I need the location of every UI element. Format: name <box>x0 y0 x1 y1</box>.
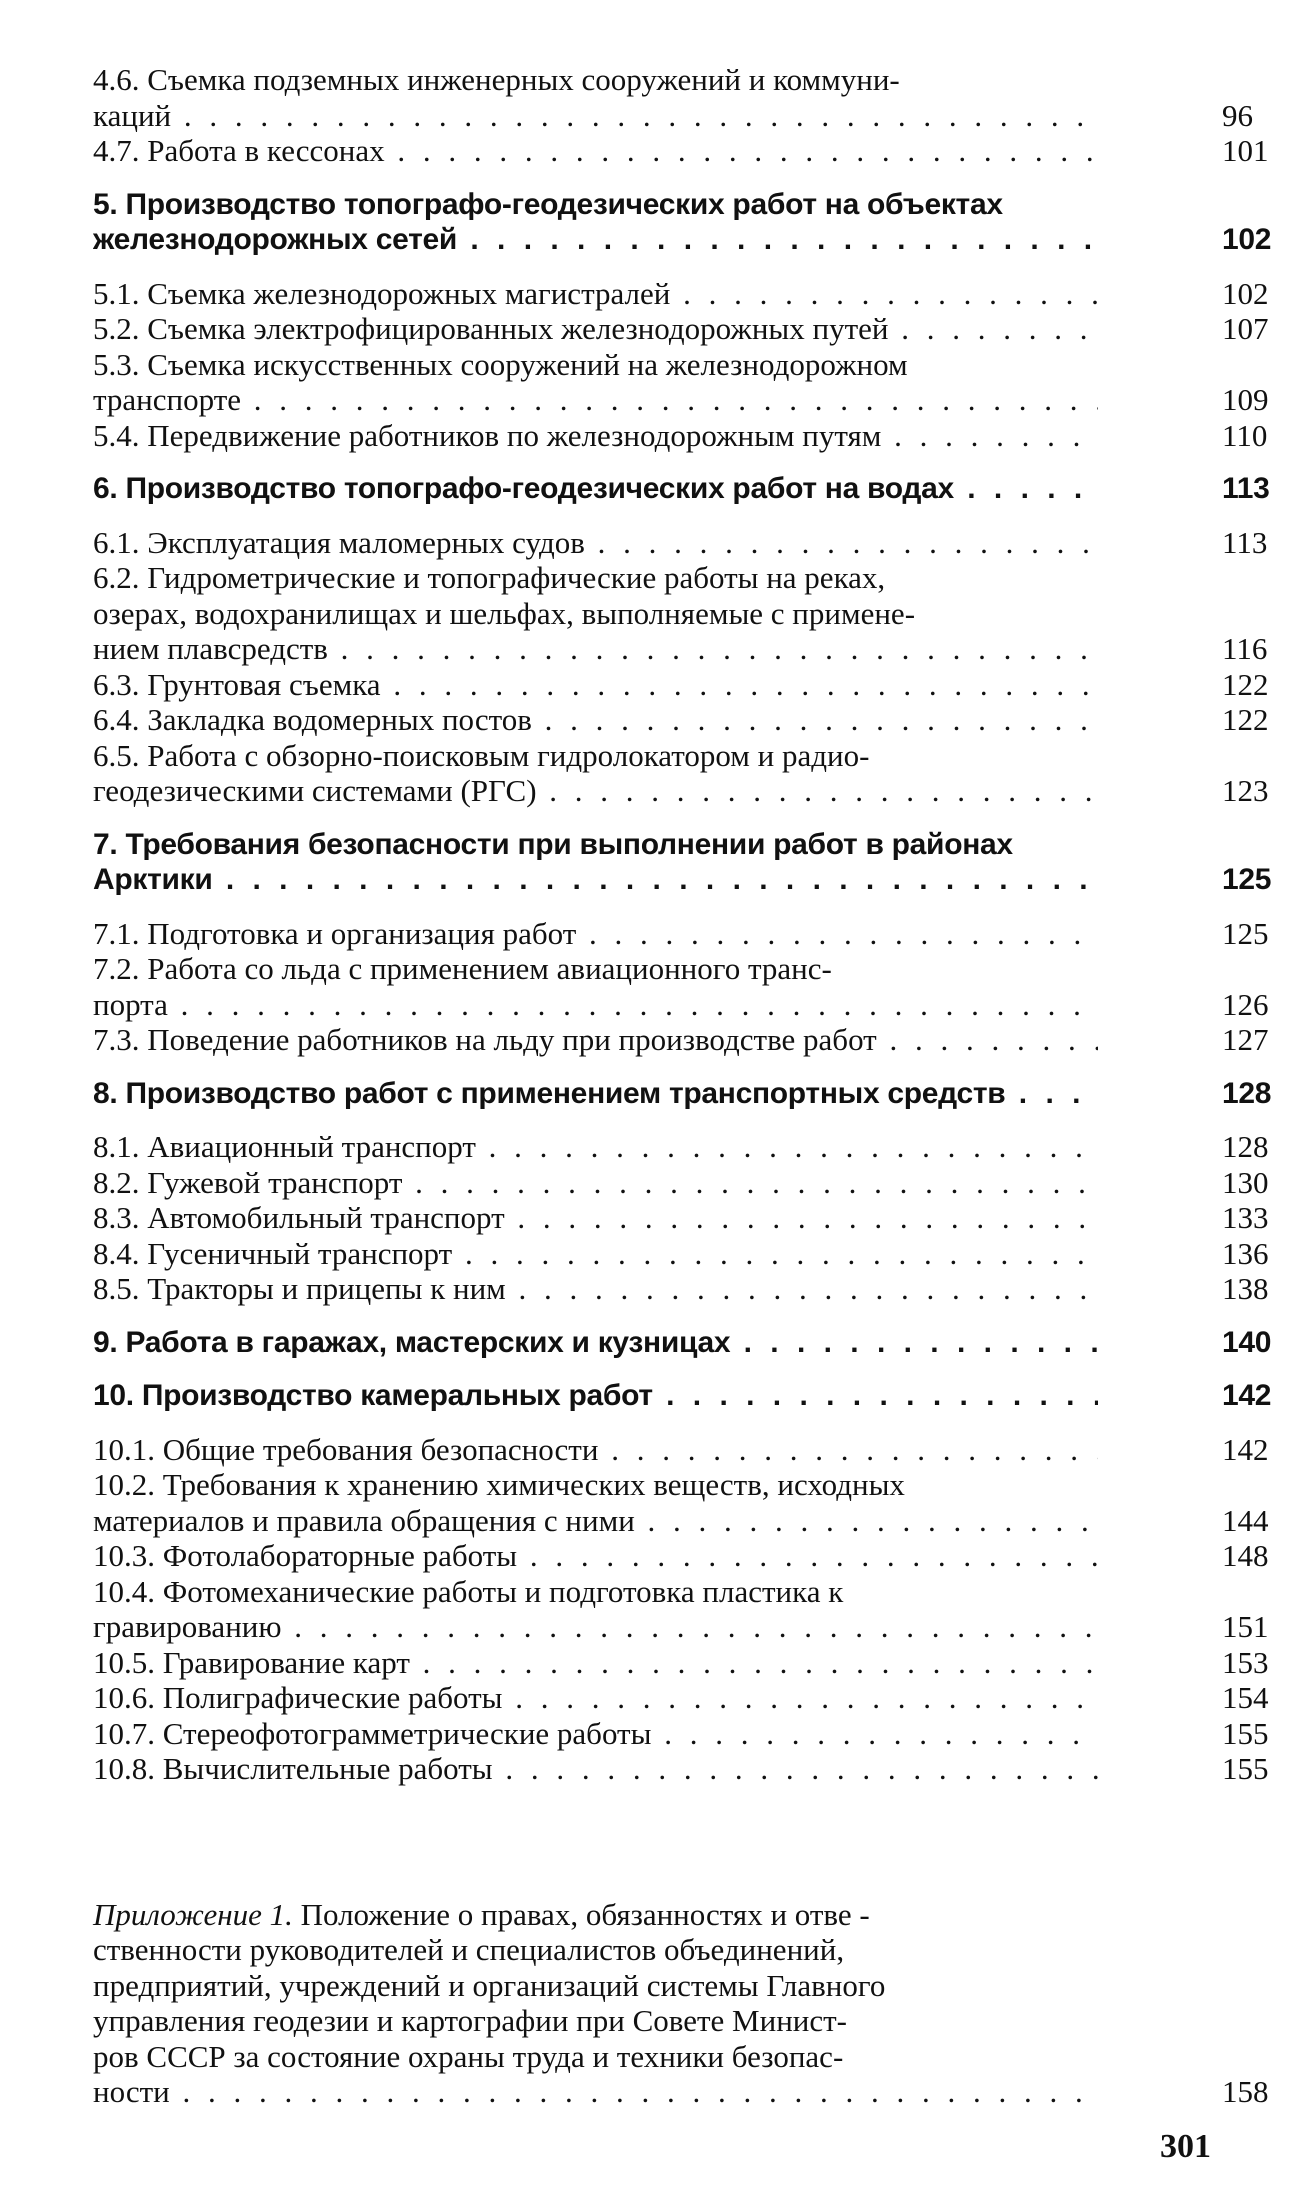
toc-entry <box>93 1164 1269 1201</box>
toc-entry-page: 128 <box>1222 1076 1272 1110</box>
toc-entry-title: озерах, водохранилищах и шельфах, выполняемые с примене- <box>93 595 916 631</box>
toc-entry <box>93 1378 1272 1414</box>
toc-entry-title: 8.3. Автомобильный транспорт . . . <box>93 1200 1098 1236</box>
toc-entry <box>93 2039 1210 2075</box>
toc-entry <box>93 347 1210 383</box>
toc-entry-page: 133 <box>1222 1200 1269 1235</box>
toc-entry-title: 5.4. Передвижение работников по железнодорожным путям . . . <box>93 418 1098 454</box>
section-gap <box>93 453 1210 471</box>
toc-entry <box>93 1574 1210 1610</box>
toc-entry <box>93 133 1269 169</box>
toc-entry <box>93 1897 1210 1933</box>
toc-entry <box>93 1022 1269 1058</box>
toc-entry <box>93 382 1269 418</box>
toc-entry-page: 130 <box>1222 1164 1269 1200</box>
toc-entry-title: транспорте . . . <box>93 382 1098 418</box>
toc-entry <box>93 596 1210 632</box>
toc-entry-title: 10.7. Стереофотограмметрические работы . . . <box>93 1716 1098 1752</box>
toc-entry-title: 9. Работа в гаражах, мастерских и кузницах . . . <box>93 1325 1098 1361</box>
toc-entry-title: предприятий, учреждений и организаций системы Главного <box>93 1967 886 2003</box>
toc-entry-page: 126 <box>1222 986 1269 1022</box>
toc-entry-title: ственности руководителей и специалистов объединений, <box>93 1932 845 1967</box>
toc-entry-title: 6.4. Закладка водомерных постов . . . <box>93 702 1098 738</box>
toc-entry-page: 136 <box>1222 1235 1269 1271</box>
toc-entry-page: 138 <box>1222 1271 1269 1306</box>
toc-entry-page: 148 <box>1222 1538 1269 1573</box>
toc-entry-title: 5. Производство топографо-геодезических работ на объектах <box>93 187 1003 221</box>
toc-entry <box>93 1680 1269 1716</box>
toc-entry <box>93 666 1269 703</box>
toc-entry-title: 10.6. Полиграфические работы . . . <box>93 1680 1098 1716</box>
toc-entry-title: 10.1. Общие требования безопасности . . . <box>93 1432 1098 1468</box>
section-gap <box>93 1058 1210 1076</box>
toc-entry-page: 155 <box>1222 1751 1269 1786</box>
toc-entry-page: 101 <box>1222 133 1269 168</box>
section-gap <box>93 1307 1210 1325</box>
toc-entry-page: 122 <box>1222 702 1269 737</box>
toc-entry-page: 123 <box>1222 773 1269 808</box>
toc-entry <box>93 951 1210 987</box>
toc-entry <box>93 1932 1210 1968</box>
toc-entry-title: 10. Производство камеральных работ . . . <box>93 1378 1098 1414</box>
toc-entry <box>93 738 1210 774</box>
toc-entry-page: 128 <box>1222 1129 1269 1164</box>
toc-entry-page: 110 <box>1222 417 1268 453</box>
toc-list <box>93 62 1272 1787</box>
toc-entry-page: 127 <box>1222 1022 1269 1057</box>
toc-entry-page: 96 <box>1222 97 1253 133</box>
toc-entry-title: геодезическими системами (РГС) . . . <box>93 773 1098 809</box>
toc-entry-title: 5.3. Съемка искусственных сооружений на железнодорожном <box>93 346 908 382</box>
toc-entry <box>93 1502 1269 1539</box>
toc-entry <box>93 1325 1272 1361</box>
toc-entry-page: 102 <box>1222 275 1269 311</box>
toc-entry-title: нием плавсредств . . . <box>93 631 1098 667</box>
toc-entry <box>93 1129 1269 1165</box>
toc-entry <box>93 62 1210 98</box>
toc-entry-title: 8.4. Гусеничный транспорт . . . <box>93 1236 1098 1272</box>
toc-entry <box>93 827 1210 863</box>
toc-entry-title: 7. Требования безопасности при выполнении работ в районах <box>93 827 1013 861</box>
toc-entry-title: ров СССР за состояние охраны труда и техники безопас- <box>93 2038 844 2074</box>
toc-entry-page: 116 <box>1222 631 1268 666</box>
toc-entry-page: 142 <box>1222 1379 1272 1412</box>
toc-entry <box>93 524 1268 561</box>
toc-entry <box>93 702 1269 738</box>
toc-entry-page: 113 <box>1222 524 1268 560</box>
section-gap <box>93 169 1210 187</box>
toc-entry-title: 4.7. Работа в кессонах . . . <box>93 133 1098 169</box>
toc-entry <box>93 631 1268 667</box>
toc-entry-title: 6.2. Гидрометрические и топографические работы на реках, <box>93 560 886 595</box>
toc-entry-page: 158 <box>1222 2074 1269 2109</box>
section-gap <box>93 1111 1210 1129</box>
toc-entry <box>93 560 1210 596</box>
toc-entry-page: 102 <box>1222 223 1272 256</box>
toc-entry <box>93 2074 1269 2110</box>
toc-entry <box>93 915 1269 952</box>
section-gap <box>93 1414 1210 1432</box>
toc-entry <box>93 471 1270 507</box>
toc-entry-page: 154 <box>1222 1680 1269 1715</box>
toc-entry <box>93 773 1269 809</box>
toc-entry-title <box>93 1897 1098 1933</box>
appendix-entry <box>93 1896 1269 2110</box>
toc-entry-title: управления геодезии и картографии при Совете Минист- <box>93 2003 848 2038</box>
toc-entry <box>93 1076 1272 1112</box>
toc-entry <box>93 222 1272 258</box>
section-gap <box>93 258 1210 276</box>
toc-entry-title: 6. Производство топографо-геодезических работ на водах . . . <box>93 471 1098 507</box>
toc-entry-title: 10.2. Требования к хранению химических веществ, исходных <box>93 1467 905 1502</box>
toc-entry-page: 107 <box>1222 311 1269 346</box>
toc-entry <box>93 1609 1269 1645</box>
toc-entry <box>93 1751 1269 1787</box>
toc-entry-page: 142 <box>1222 1431 1269 1467</box>
section-gap <box>93 898 1210 916</box>
toc-entry-title: 7.1. Подготовка и организация работ . . . <box>93 916 1098 952</box>
toc-entry-title: Арктики . . . <box>93 862 1098 898</box>
toc-entry-title: 10.3. Фотолабораторные работы . . . <box>93 1538 1098 1574</box>
toc-entry-page: 151 <box>1222 1609 1269 1644</box>
toc-entry-title: порта . . . <box>93 987 1098 1023</box>
toc-entry-page: 125 <box>1222 915 1269 951</box>
toc-entry-title: ности . . . <box>93 2074 1098 2110</box>
toc-entry-title: 10.8. Вычислительные работы . . . <box>93 1751 1098 1787</box>
toc-entry-title: 10.5. Гравирование карт . . . <box>93 1645 1098 1681</box>
toc-entry-title: 7.3. Поведение работников на льду при производстве работ . . . <box>93 1022 1098 1058</box>
table-of-contents <box>93 62 1272 2110</box>
toc-entry <box>93 1467 1210 1503</box>
toc-entry-title: 6.3. Грунтовая съемка . . . <box>93 667 1098 703</box>
toc-entry-title: 5.1. Съемка железнодорожных магистралей . . . <box>93 276 1098 312</box>
toc-entry-page: 144 <box>1222 1502 1269 1538</box>
toc-entry-title: гравированию . . . <box>93 1609 1098 1645</box>
toc-entry-page: 153 <box>1222 1644 1269 1680</box>
section-gap <box>93 1360 1210 1378</box>
toc-entry-page: 109 <box>1222 382 1269 417</box>
toc-entry-title: 8. Производство работ с применением транспортных средств . . . <box>93 1076 1098 1112</box>
toc-entry <box>93 1644 1269 1681</box>
toc-entry-title: 7.2. Работа со льда с применением авиационного транс- <box>93 951 832 986</box>
toc-entry <box>93 1235 1269 1272</box>
toc-entry <box>93 1431 1269 1468</box>
toc-entry <box>93 275 1269 312</box>
toc-entry <box>93 187 1210 223</box>
toc-entry <box>93 1538 1269 1574</box>
appendix-label: Приложение 1. <box>93 1896 293 1932</box>
spacer <box>93 1787 1210 1897</box>
toc-entry <box>93 2003 1210 2039</box>
page-number: 301 <box>1160 2128 1211 2165</box>
section-gap <box>93 809 1210 827</box>
toc-entry-title: 8.1. Авиационный транспорт . . . <box>93 1129 1098 1165</box>
appendix-title: Положение о правах, обязанностях и отве - <box>292 1896 870 1932</box>
toc-entry-title: 5.2. Съемка электрофицированных железнодорожных путей . . . <box>93 311 1098 347</box>
toc-entry-page: 113 <box>1222 472 1270 505</box>
toc-entry-page: 155 <box>1222 1715 1269 1751</box>
section-gap <box>93 507 1210 525</box>
toc-entry <box>93 862 1272 898</box>
toc-entry-title: 6.5. Работа с обзорно-поисковым гидролокатором и радио- <box>93 737 870 773</box>
toc-entry-title: 8.5. Тракторы и прицепы к ним . . . <box>93 1271 1098 1307</box>
toc-entry <box>93 97 1253 134</box>
toc-entry <box>93 1968 1210 2004</box>
toc-entry-title: каций . . . <box>93 98 1098 134</box>
toc-entry-title: материалов и правила обращения с ними . . . <box>93 1503 1098 1539</box>
toc-entry <box>93 311 1269 347</box>
toc-entry-title: 6.1. Эксплуатация маломерных судов . . . <box>93 525 1098 561</box>
toc-entry <box>93 1271 1269 1307</box>
toc-entry <box>93 1200 1269 1236</box>
toc-entry-page: 122 <box>1222 666 1269 702</box>
toc-entry-page: 140 <box>1222 1325 1272 1359</box>
toc-entry-title: 10.4. Фотомеханические работы и подготовка пластика к <box>93 1573 844 1609</box>
toc-entry-page: 125 <box>1222 863 1272 896</box>
toc-entry-title: 4.6. Съемка подземных инженерных сооружений и коммуни- <box>93 62 900 97</box>
toc-entry-title: 8.2. Гужевой транспорт . . . <box>93 1165 1098 1201</box>
toc-entry <box>93 986 1269 1023</box>
toc-entry <box>93 1715 1269 1752</box>
toc-entry <box>93 417 1268 454</box>
toc-entry-title: железнодорожных сетей . . . <box>93 222 1098 258</box>
